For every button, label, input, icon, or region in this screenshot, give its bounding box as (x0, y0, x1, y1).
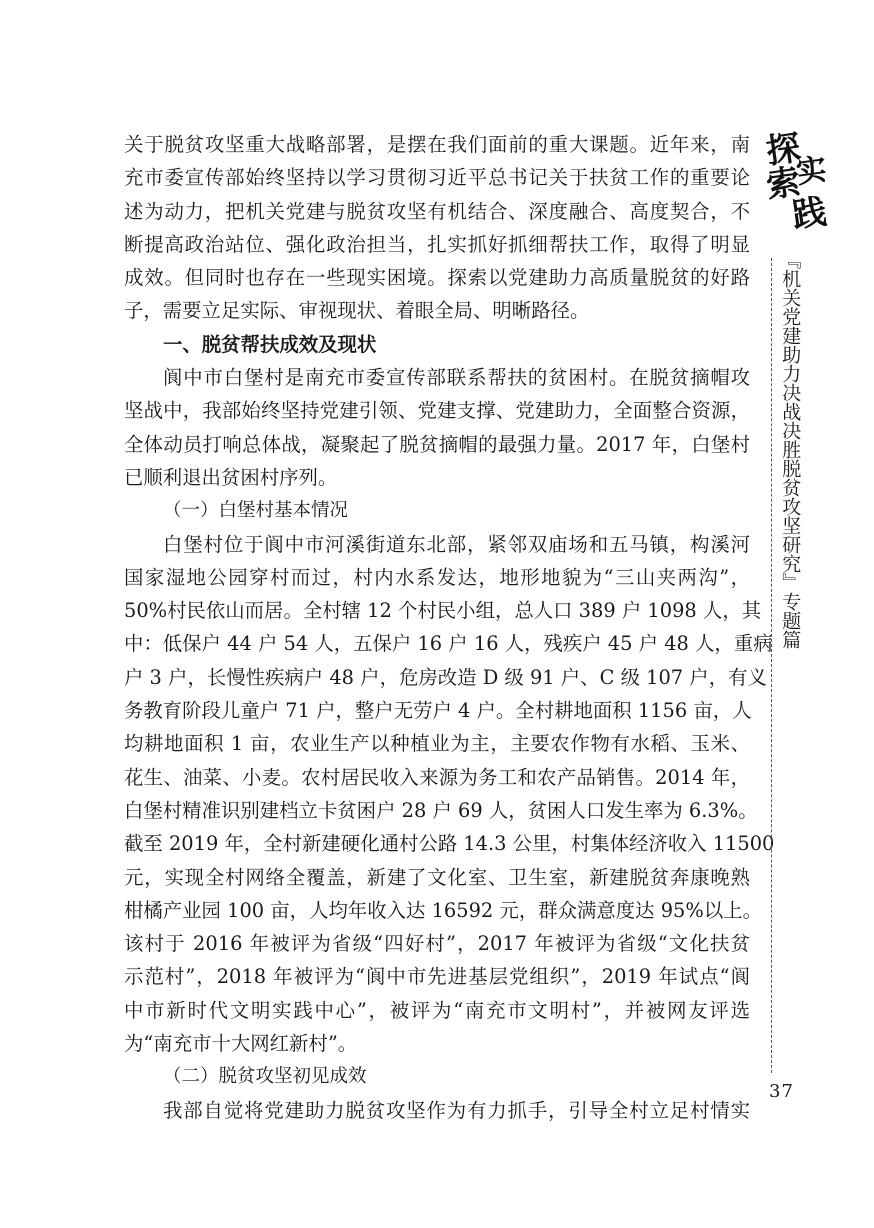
page-body (124, 128, 775, 1127)
running-title: 『机关党建助力决战决胜脱贫攻坚研究』专题篇 (779, 250, 802, 649)
text-line: 坚战中，我部始终坚持党建引领、党建支撑、党建助力，全面整合资源， (124, 399, 750, 423)
text-line: 务教育阶段儿童户 71 户，整户无劳户 4 户。全村耕地面积 1156 亩，人 (124, 699, 752, 723)
text-line: 示范村”，2018 年被评为“阆中市先进基层党组织”，2019 年试点“阆 (124, 965, 750, 989)
calligraphy-char: 探 (763, 127, 804, 173)
section-heading: 一、脱贫帮扶成效及现状 (163, 332, 377, 356)
text-line: 我部自觉将党建助力脱贫攻坚作为有力抓手，引导全村立足村情实 (163, 1098, 750, 1122)
text-line: 成效。但同时也存在一些现实困境。探索以党建助力高质量脱贫的好路 (124, 266, 750, 290)
text-line: 白堡村精准识别建档立卡贫困户 28 户 69 人，贫困人口发生率为 6.3%。 (124, 798, 758, 822)
dashed-divider (771, 258, 772, 1073)
text-line: 为“南充市十大网红新村”。 (124, 1032, 358, 1056)
calligraphy-char: 索 (763, 161, 804, 207)
text-line: 该村于 2016 年被评为省级“四好村”，2017 年被评为省级“文化扶贫 (124, 932, 750, 956)
text-line: 柑橘产业园 100 亩，人均年收入达 16592 元，群众满意度达 95%以上。 (124, 898, 762, 922)
calligraphy-char: 实 (794, 152, 829, 191)
calligraphy-logo (763, 122, 836, 237)
text-line: 断提高政治站位、强化政治担当，扎实抓好抓细帮扶工作，取得了明显 (124, 232, 750, 256)
text-line: 50%村民依山而居。全村辖 12 个村民小组，总人口 389 户 1098 人，其 (124, 599, 762, 623)
subsection-heading: （一）白堡村基本情况 (163, 500, 349, 522)
text-line: 元，实现全村网络全覆盖，新建了文化室、卫生室，新建脱贫奔康晚熟 (124, 865, 750, 889)
text-line: 子，需要立足实际、审视现状、着眼全局、明晰路径。 (124, 299, 590, 323)
page-number: 37 (769, 1081, 794, 1102)
calligraphy-char: 践 (789, 191, 830, 237)
text-line: 全体动员打响总体战，凝聚起了脱贫摘帽的最强力量。2017 年，白堡村 (124, 432, 750, 456)
text-line: 述为动力，把机关党建与脱贫攻坚有机结合、深度融合、高度契合，不 (124, 199, 750, 223)
text-line: 花生、油菜、小麦。农村居民收入来源为务工和农产品销售。2014 年， (124, 765, 750, 789)
text-line: 白堡村位于阆中市河溪街道东北部，紧邻双庙场和五马镇，构溪河 (163, 532, 750, 556)
text-line: 中：低保户 44 户 54 人，五保户 16 户 16 人，残疾户 45 户 48 人，重病 (124, 632, 773, 656)
text-line: 充市委宣传部始终坚持以学习贯彻习近平总书记关于扶贫工作的重要论 (124, 166, 750, 190)
text-line: 阆中市白堡村是南充市委宣传部联系帮扶的贫困村。在脱贫摘帽攻 (163, 366, 750, 390)
subsection-heading: （二）脱贫攻坚初见成效 (163, 1066, 367, 1088)
text-line: 已顺利退出贫困村序列。 (124, 465, 338, 489)
text-line: 国家湿地公园穿村而过，村内水系发达，地形地貌为“三山夹两沟”， (124, 565, 750, 589)
text-line: 中市新时代文明实践中心”，被评为“南充市文明村”，并被网友评选 (124, 998, 750, 1022)
text-line: 户 3 户，长慢性疾病户 48 户，危房改造 D 级 91 户、C 级 107 户，有义 (124, 665, 767, 689)
text-line: 均耕地面积 1 亩，农业生产以种植业为主，主要农作物有水稻、玉米、 (124, 732, 750, 756)
text-line: 关于脱贫攻坚重大战略部署，是摆在我们面前的重大课题。近年来，南 (124, 133, 750, 156)
text-line: 截至 2019 年，全村新建硬化通村公路 14.3 公里，村集体经济收入 11500 (124, 832, 775, 856)
